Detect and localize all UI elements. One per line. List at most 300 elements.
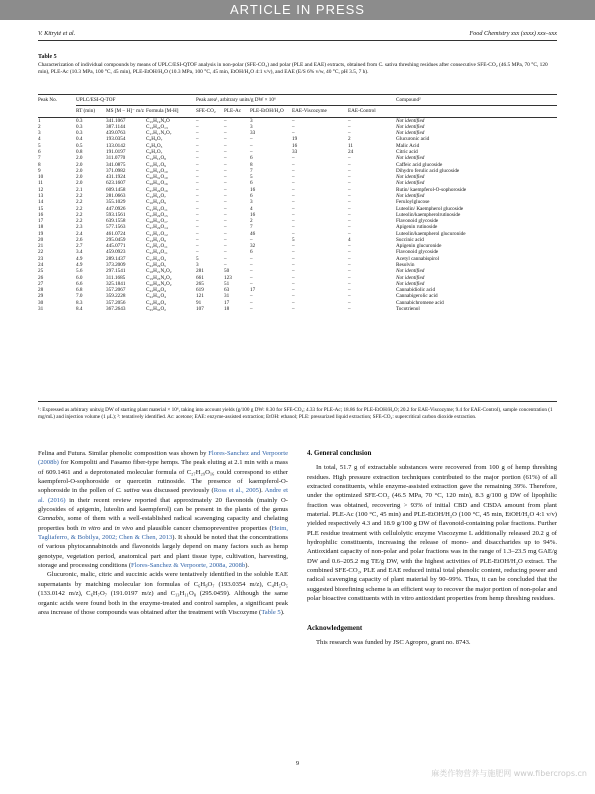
cell-sfe-co2: –	[196, 211, 199, 218]
cell-ple-etoh: –	[250, 293, 253, 300]
citation-link[interactable]: Ross et al., 2005	[213, 487, 259, 495]
cell-ple-ac: –	[224, 180, 227, 187]
cell-peak-no: 18	[38, 224, 44, 231]
cell-compound: Not identified	[396, 155, 425, 162]
cell-peak-no: 10	[38, 174, 44, 181]
cell-eae-control: 24	[348, 148, 354, 155]
cell-ms: 297.1541	[106, 268, 126, 275]
cell-rt: 2.2	[76, 199, 83, 206]
cell-ple-ac: –	[224, 205, 227, 212]
cell-eae-viscozyme: –	[292, 306, 295, 312]
cell-eae-viscozyme: –	[292, 293, 295, 300]
cell-sfe-co2: –	[196, 249, 199, 256]
cell-ms: 295.0459	[106, 236, 126, 243]
cell-sfe-co2: 91	[196, 299, 202, 306]
cell-peak-no: 2	[38, 123, 41, 130]
cell-ms: 577.1563	[106, 224, 126, 231]
cell-ple-etoh: 3	[250, 117, 253, 124]
cell-eae-control: –	[348, 243, 351, 250]
cell-eae-viscozyme: –	[292, 205, 295, 212]
header-eae-viscozyme: EAE-Viscozyme	[292, 108, 327, 115]
running-head-journal: Food Chemistry xxx (xxxx) xxx–xxx	[469, 30, 557, 37]
cell-sfe-co2: 265	[196, 280, 204, 287]
cell-sfe-co2: –	[196, 199, 199, 206]
cell-peak-no: 8	[38, 161, 41, 168]
cell-formula: C₂₇H₂₉O₁₅	[146, 211, 168, 218]
cell-sfe-co2: –	[196, 117, 199, 124]
cell-rt: 6.8	[76, 287, 83, 294]
body-text: and plausible cancer chemopreventive properties (	[133, 524, 272, 532]
cell-eae-viscozyme: –	[292, 130, 295, 137]
cell-ple-etoh: –	[250, 268, 253, 275]
cell-eae-viscozyme: –	[292, 218, 295, 225]
cell-sfe-co2: –	[196, 180, 199, 187]
cell-formula: C₂₅H₃₅O₂	[146, 306, 166, 312]
cell-peak-no: 23	[38, 255, 44, 262]
cell-eae-control: –	[348, 130, 351, 137]
cell-ple-etoh: 3	[250, 199, 253, 206]
cell-sfe-co2: –	[196, 218, 199, 225]
cell-eae-viscozyme: –	[292, 243, 295, 250]
header-ms: MS [M − H]⁻ m/z	[106, 108, 144, 115]
cell-compound: Not identified	[396, 268, 425, 275]
header-compound: Compound²	[396, 95, 557, 106]
cell-sfe-co2: –	[196, 186, 199, 193]
cell-eae-viscozyme: 33	[292, 148, 298, 155]
header-group-peak-area: Peak area¹, arbitrary units/g DW × 10⁶	[196, 95, 396, 106]
italic-text: in vitro	[80, 524, 101, 532]
cell-eae-viscozyme: –	[292, 186, 295, 193]
citation-link[interactable]: Flores-Sanchez & Verpoorte, 2008a, 2008b	[131, 562, 246, 570]
cell-peak-no: 17	[38, 218, 44, 225]
cell-ms: 341.1067	[106, 117, 126, 124]
cell-formula: C₂₂H₃₁O₄	[146, 293, 166, 300]
table-bottom-rule	[38, 401, 557, 402]
cell-ple-etoh: 2	[250, 218, 253, 225]
header-peak-no: Peak No.	[38, 97, 58, 103]
cell-eae-viscozyme: –	[292, 199, 295, 206]
cell-eae-control: –	[348, 249, 351, 256]
cell-eae-viscozyme: –	[292, 280, 295, 287]
cell-compound: Dihydro ferulic acid glucoside	[396, 167, 460, 174]
cell-ple-etoh: –	[250, 255, 253, 262]
cell-ple-ac: –	[224, 230, 227, 237]
cell-peak-no: 1	[38, 117, 41, 124]
cell-rt: 0.4	[76, 136, 83, 143]
cell-formula: C₂₇H₂₉O₁₆	[146, 186, 168, 193]
cell-eae-viscozyme: –	[292, 287, 295, 294]
cell-eae-viscozyme: –	[292, 174, 295, 181]
cell-eae-control: –	[348, 274, 351, 281]
cell-ple-etoh: –	[250, 148, 253, 155]
cell-compound: Tocotrienol	[396, 306, 420, 312]
cell-rt: 0.8	[76, 148, 83, 155]
cell-eae-control: –	[348, 280, 351, 287]
cell-ple-ac: –	[224, 174, 227, 181]
cell-eae-control: –	[348, 161, 351, 168]
cell-eae-viscozyme: –	[292, 155, 295, 162]
cell-eae-viscozyme: –	[292, 192, 295, 199]
cell-eae-control: –	[348, 180, 351, 187]
cell-compound: Luteolin/ Kaempherol glucoside	[396, 205, 464, 212]
cell-compound: Not identified	[396, 117, 425, 124]
header-sfe-co2: SFE-CO₂	[196, 108, 216, 115]
cell-eae-control: –	[348, 268, 351, 275]
cell-sfe-co2: –	[196, 123, 199, 130]
cell-peak-no: 26	[38, 274, 44, 281]
cell-ms: 371.0982	[106, 167, 126, 174]
cell-formula: C₁₉H₂₃N₂O₂	[146, 274, 172, 281]
cell-compound: Cannabigerolic acid	[396, 293, 438, 300]
cell-eae-control: –	[348, 117, 351, 124]
table-row	[38, 117, 557, 124]
cell-ple-etoh: 7	[250, 167, 253, 174]
cell-eae-viscozyme: –	[292, 224, 295, 231]
cell-rt: 2.2	[76, 218, 83, 225]
cell-ms: 639.1558	[106, 218, 126, 225]
header-eae-control: EAE-Control	[348, 108, 376, 115]
cell-ple-etoh: 6	[250, 155, 253, 162]
cell-ple-etoh: 32	[250, 243, 256, 250]
cell-ms: 289.1437	[106, 255, 126, 262]
page-number: 9	[295, 760, 300, 767]
table-footnote: ¹: Expressed as arbitrary units/g DW of starting plant material × 10⁶, taking into account yields (g/100 g DW: 8.30 for SFE-CO₂; 4.33 for PLE-Ac; 18.86 for PLE-EtOH/H₂O; 20.2 for EAE-Viscozyme; 9.4 for EAE-Control), sample concentration (1 mg/mL) and injection volume (1 μL); ²: tentatively identified. Ac: acetone; EAE: enzyme-assisted extraction; EtOH: ethanol; PLE: pressurized liquid extraction; SFE-CO₂: supercritical carbon dioxide extraction.	[38, 407, 553, 421]
cell-ple-ac: 18	[224, 306, 230, 312]
cell-ms: 387.1144	[106, 123, 126, 130]
cell-ms: 439.0763	[106, 130, 126, 137]
body-text: ).	[245, 562, 250, 570]
cell-ple-etoh: –	[250, 299, 253, 306]
cell-peak-no: 25	[38, 268, 44, 275]
cell-rt: 2.2	[76, 205, 83, 212]
cell-rt: 2.2	[76, 192, 83, 199]
citation-link[interactable]: Heim, Tagliaferro, & Bobilya, 2002; Chen & Chen, 2013	[38, 524, 288, 542]
cell-eae-control: –	[348, 123, 351, 130]
cell-ple-ac: –	[224, 117, 227, 124]
cell-sfe-co2: –	[196, 142, 199, 149]
cell-peak-no: 27	[38, 280, 44, 287]
cell-ms: 311.1685	[106, 274, 126, 281]
cell-rt: 8.4	[76, 306, 83, 312]
cell-peak-no: 31	[38, 306, 44, 312]
cell-peak-no: 20	[38, 236, 44, 243]
italic-text: C. sativa	[115, 487, 140, 495]
cell-sfe-co2: 5	[196, 255, 199, 262]
cell-formula: C₁₅H₁₇O₉	[146, 161, 166, 168]
cell-rt: 6.6	[76, 280, 83, 287]
cell-formula: C₂₂H₁₉O₁₁	[146, 249, 168, 256]
cell-formula: C₂₈H₃₁O₁₆	[146, 180, 168, 187]
header-group-uplc: UPLC/ESI-Q-TOF	[76, 95, 196, 106]
cell-sfe-co2: –	[196, 136, 199, 143]
cell-ms: 133.0142	[106, 142, 126, 149]
cell-eae-control: –	[348, 299, 351, 306]
cell-ple-etoh: –	[250, 136, 253, 143]
cell-peak-no: 16	[38, 211, 44, 218]
body-text: Glucuronic, malic, citric and succinic acids were tentatively identified in the soluble EAE supernatants by matching molecular ion formulas of C₆H₉O₇ (193.0354 m/z), C₄H₅O₅ (133.0142 m/z), C₆H₇O₇ (191.0197 m/z) and C₁₃H₁₁O₈ (295.0459). Although the same organic acids were found both in the enzyme-treated and control samples, a significant peak area increase of those compounds was obtained after the treatment with Viscozyme (	[38, 571, 288, 616]
cell-compound: Glucuronic acid	[396, 136, 430, 143]
header-rule	[38, 40, 557, 41]
cell-ple-ac: –	[224, 262, 227, 269]
cell-ple-ac: 63	[224, 287, 230, 294]
cell-eae-control: –	[348, 293, 351, 300]
cell-formula: C₁₇H₂₁O₄	[146, 255, 166, 262]
cell-compound: Acetyl cannabispirol	[396, 255, 440, 262]
cell-formula: C₁₅H₁₉N₃O	[146, 117, 170, 124]
body-text: , some of them with a well-established radical scavenging capacity and chelating properties both	[38, 515, 288, 532]
cell-peak-no: 12	[38, 186, 44, 193]
cell-ms: 357.2056	[106, 299, 126, 306]
cell-ple-etoh: 6	[250, 180, 253, 187]
cell-rt: 3.4	[76, 249, 83, 256]
cell-rt: 2.6	[76, 236, 83, 243]
cell-eae-control: –	[348, 287, 351, 294]
header-rt: RT (min)	[76, 108, 96, 115]
cell-ple-etoh: –	[250, 236, 253, 243]
cell-ple-etoh: 46	[250, 230, 256, 237]
cell-formula: C₂₀H₃₁O₁₀	[146, 174, 168, 181]
cell-ple-etoh: –	[250, 306, 253, 312]
body-text: Felina and Futura. Similar phenolic composition was shown by	[38, 450, 209, 457]
cell-sfe-co2: 661	[196, 274, 204, 281]
cell-ple-etoh: 4	[250, 205, 253, 212]
cell-rt: 2.0	[76, 161, 83, 168]
cell-compound: Not identified	[396, 192, 425, 199]
cell-ms: 431.1924	[106, 174, 126, 181]
cell-sfe-co2: –	[196, 205, 199, 212]
cell-eae-control: –	[348, 174, 351, 181]
cell-eae-control: –	[348, 186, 351, 193]
cell-eae-control: –	[348, 211, 351, 218]
cell-eae-viscozyme: –	[292, 117, 295, 124]
cell-ple-ac: –	[224, 167, 227, 174]
cell-ms: 459.0923	[106, 249, 126, 256]
cell-ple-ac: –	[224, 192, 227, 199]
cell-ple-etoh: 6	[250, 192, 253, 199]
cell-ms: 593.1561	[106, 211, 126, 218]
cell-ple-ac: –	[224, 161, 227, 168]
cell-ple-ac: 51	[224, 280, 230, 287]
cell-sfe-co2: –	[196, 230, 199, 237]
cell-ple-etoh: 5	[250, 174, 253, 181]
cell-rt: 2.0	[76, 167, 83, 174]
cell-ms: 325.1841	[106, 280, 126, 287]
cell-ms: 191.0197	[106, 148, 126, 155]
cell-eae-viscozyme: –	[292, 230, 295, 237]
cell-eae-viscozyme: –	[292, 123, 295, 130]
cell-compound: Succinic acid	[396, 236, 424, 243]
cell-ms: 609.1458	[106, 186, 126, 193]
cell-ms: 281.0663	[106, 192, 126, 199]
cell-ple-ac: –	[224, 148, 227, 155]
cell-eae-viscozyme: –	[292, 262, 295, 269]
cell-formula: C₁₈H₂₁N₂O₂	[146, 268, 172, 275]
cell-sfe-co2: –	[196, 161, 199, 168]
cell-ple-ac: 17	[224, 299, 230, 306]
cell-peak-no: 24	[38, 262, 44, 269]
table-label: Table 5	[38, 54, 57, 60]
cell-eae-viscozyme: –	[292, 274, 295, 281]
cell-ms: 355.1029	[106, 199, 126, 206]
compound-table	[38, 95, 557, 312]
article-in-press-banner: ARTICLE IN PRESS	[0, 0, 595, 20]
cell-rt: 7.0	[76, 293, 83, 300]
cell-rt: 2.0	[76, 174, 83, 181]
conclusion-paragraph: In total, 51.7 g of extractable substances were recovered from 100 g of hemp threshing residues. High pressure extraction techniques contributed to the major portion (61%) of all extracted constituents, while enzyme-assisted extraction gave the remaining 39%. Therefore, under the optimized SFE-CO₂ (46.5 MPa, 70 °C, 120 min), 8.3 g/100 g DW of lipophilic fraction was obtained, recovering > 93% of initial CBD and CBDA amount from plant material. PLE-Ac (100 °C, 45 min) and PLE-EtOH/H₂O (100 °C, 45 min, EtOH/H₂O 4:1 v/v) yielded respectively 4.3 and 18.9 g/100 g DW of flavonoid-containing polar fractions. Further PLE residue treatment with cellulolytic enzyme Viscozyme L additionally released 20.2 g of hydrophilic constituents, increasing the release of mono- and disaccharides up to 94%. Antioxidant capacity of non-polar and polar fractions was in the range of 1.3–23.5 mg GAE/g DW and 0.6–205.2 mg TE/g DW, with the highest activities of PLE-EtOH/H₂O extract. The combined SFE-CO₂, PLE and EAE reduced initial total phenolic content, reducing power and radical scavenging capacity of plant material by 90–99%. Thus, it can be concluded that the suggested biorefining scheme is an efficient way to recover the major portion of non-polar and polar bioactive constituents with in vitro antioxidant properties from hemp threshing residues.	[307, 464, 557, 603]
body-text: for Kompoliti and Fasamo fiber-type hemps. The peak eluting at 2.1 min with a mass of 609.1461 and a deprotonated molecular formula of C₂₇H₂₉O₁₆ could correspond to either kaempferol-O-sophoroside or quercetin rutinoside. The presence of kaempferol-O-sophoroside in the pollen of	[38, 459, 288, 495]
citation-link[interactable]: Table 5	[261, 608, 281, 616]
citation-link[interactable]: Flores-Sanchez and Verpoorte (2008b)	[38, 450, 289, 467]
cell-peak-no: 9	[38, 167, 41, 174]
cell-sfe-co2: 107	[196, 306, 204, 312]
cell-formula: C₁₇H₁₇N₂O₇	[146, 130, 172, 137]
body-paragraph	[38, 570, 288, 617]
cell-ple-etoh: –	[250, 262, 253, 269]
body-text: was discussed previously (	[139, 487, 214, 495]
cell-rt: 4.9	[76, 255, 83, 262]
cell-eae-viscozyme: 16	[292, 142, 298, 149]
cell-sfe-co2: –	[196, 243, 199, 250]
citation-link[interactable]: Andre et al. (2016)	[38, 487, 288, 504]
cell-formula: C₁₄H₁₅O₈	[146, 155, 166, 162]
cell-ple-ac: –	[224, 199, 227, 206]
cell-compound: Apigenin glucuronide	[396, 243, 442, 250]
cell-eae-control: –	[348, 255, 351, 262]
cell-compound: Feruloylglucose	[396, 199, 430, 206]
cell-ple-ac: –	[224, 186, 227, 193]
acknowledgement-text: This research was funded by JSC Agropro, grant no. 8743.	[316, 638, 471, 646]
acknowledgement-title: Acknowledgement	[307, 623, 363, 632]
cell-ple-etoh: 17	[250, 287, 256, 294]
cell-eae-viscozyme: –	[292, 255, 295, 262]
cell-compound: Flavonoid glycoside	[396, 218, 439, 225]
cell-formula: C₆H₉O₇	[146, 136, 163, 143]
cell-formula: C₄H₅O₅	[146, 142, 163, 149]
cell-eae-viscozyme: –	[292, 299, 295, 306]
cell-ple-etoh: 16	[250, 211, 256, 218]
cell-eae-control: –	[348, 167, 351, 174]
italic-text: Cannabis	[38, 515, 64, 523]
cell-ple-etoh: 8	[250, 161, 253, 168]
cell-rt: 2.0	[76, 180, 83, 187]
cell-ms: 445.0771	[106, 243, 126, 250]
cell-peak-no: 13	[38, 192, 44, 199]
cell-compound: Not identified	[396, 280, 425, 287]
cell-ple-ac: –	[224, 218, 227, 225]
cell-rt: 2.0	[76, 155, 83, 162]
cell-rt: 0.3	[76, 117, 83, 124]
cell-peak-no: 29	[38, 293, 44, 300]
cell-eae-control: –	[348, 262, 351, 269]
cell-rt: 2.2	[76, 211, 83, 218]
cell-formula: C₂₂H₂₉O₅	[146, 262, 166, 269]
cell-formula: C₁₃H₂₃O₁₃	[146, 123, 168, 130]
cell-ple-ac: 123	[224, 274, 232, 281]
cell-formula: C₆H₇O₇	[146, 148, 163, 155]
body-text: ). It should be noted that the concentrations of various phytocannabinoids and flavonoids largely depend on many factors such as hemp genotype, vegetation period, anatomical part and plant tissue type, cultivation, harvesting, storage and processing conditions (	[38, 534, 288, 570]
italic-text: in vivo	[114, 524, 134, 532]
cell-sfe-co2: –	[196, 155, 199, 162]
cell-peak-no: 6	[38, 148, 41, 155]
cell-formula: C₁₃H₁₁O₈	[146, 236, 166, 243]
cell-rt: 2.4	[76, 230, 83, 237]
cell-rt: 4.9	[76, 262, 83, 269]
cell-formula: C₂₁H₁₉O₁₁	[146, 205, 168, 212]
cell-ple-ac: –	[224, 130, 227, 137]
cell-rt: 0.3	[76, 130, 83, 137]
cell-eae-control: –	[348, 192, 351, 199]
body-text: ).	[258, 487, 265, 495]
cell-eae-control: –	[348, 224, 351, 231]
header-ple-ac: PLE-Ac	[224, 108, 241, 115]
running-head-authors: V. Kitrytė et al.	[38, 30, 76, 37]
cell-ple-ac: –	[224, 211, 227, 218]
cell-sfe-co2: 121	[196, 293, 204, 300]
section-title-conclusion: 4. General conclusion	[307, 449, 372, 457]
cell-ple-etoh: 7	[250, 224, 253, 231]
cell-ple-ac: –	[224, 236, 227, 243]
cell-ple-etoh: 33	[250, 130, 256, 137]
cell-ple-ac: –	[224, 249, 227, 256]
cell-peak-no: 7	[38, 155, 41, 162]
cell-ms: 357.2067	[106, 287, 126, 294]
cell-rt: 8.3	[76, 299, 83, 306]
cell-rt: 2.7	[76, 243, 83, 250]
cell-compound: Luteolin/kaempherol glucuronide	[396, 230, 466, 237]
cell-eae-viscozyme: –	[292, 167, 295, 174]
cell-formula: C₁₆H₁₉O₉	[146, 199, 166, 206]
cell-rt: 2.3	[76, 224, 83, 231]
cell-eae-control: –	[348, 306, 351, 312]
cell-peak-no: 22	[38, 249, 44, 256]
cell-ple-etoh: –	[250, 280, 253, 287]
cell-eae-control: 2	[348, 136, 351, 143]
cell-peak-no: 5	[38, 142, 41, 149]
cell-ple-ac: –	[224, 255, 227, 262]
cell-ple-etoh: 3	[250, 123, 253, 130]
cell-compound: Not identified	[396, 123, 425, 130]
cell-sfe-co2: –	[196, 192, 199, 199]
cell-compound: Citric acid	[396, 148, 418, 155]
cell-peak-no: 30	[38, 299, 44, 306]
cell-ms: 461.0724	[106, 230, 126, 237]
cell-ms: 311.0770	[106, 155, 126, 162]
cell-ple-ac: –	[224, 142, 227, 149]
cell-rt: 5.6	[76, 268, 83, 275]
cell-eae-control: –	[348, 218, 351, 225]
cell-sfe-co2: –	[196, 224, 199, 231]
cell-compound: Cannabichromene acid	[396, 299, 444, 306]
cell-peak-no: 3	[38, 130, 41, 137]
header-formula: Formula [M-H]	[146, 108, 179, 115]
right-text-column	[307, 449, 557, 647]
cell-ple-etoh: –	[250, 142, 253, 149]
cell-ple-ac: –	[224, 243, 227, 250]
body-text: in their recent review reported that approximately 20 flavonoids (mainly O-glycosides of apigenin, luteolin and kaempferol) can be present in the plants of the genus	[38, 496, 288, 514]
cell-formula: C₂₈H₃₁O₁₇	[146, 218, 168, 225]
cell-sfe-co2: 619	[196, 287, 204, 294]
cell-peak-no: 19	[38, 230, 44, 237]
cell-formula: C₂₂H₂₉O₄	[146, 299, 166, 306]
body-text: and	[100, 524, 115, 532]
header-ple-etoh: PLE-EtOH/H₂O	[250, 108, 284, 115]
cell-formula: C₂₇H₂₉O₁₄	[146, 224, 168, 231]
cell-compound: Malic Acid	[396, 142, 420, 149]
cell-ms: 341.0875	[106, 161, 126, 168]
cell-ple-ac: –	[224, 136, 227, 143]
cell-formula: C₂₀H₂₅N₂O₂	[146, 280, 172, 287]
cell-rt: 2.1	[76, 186, 83, 193]
